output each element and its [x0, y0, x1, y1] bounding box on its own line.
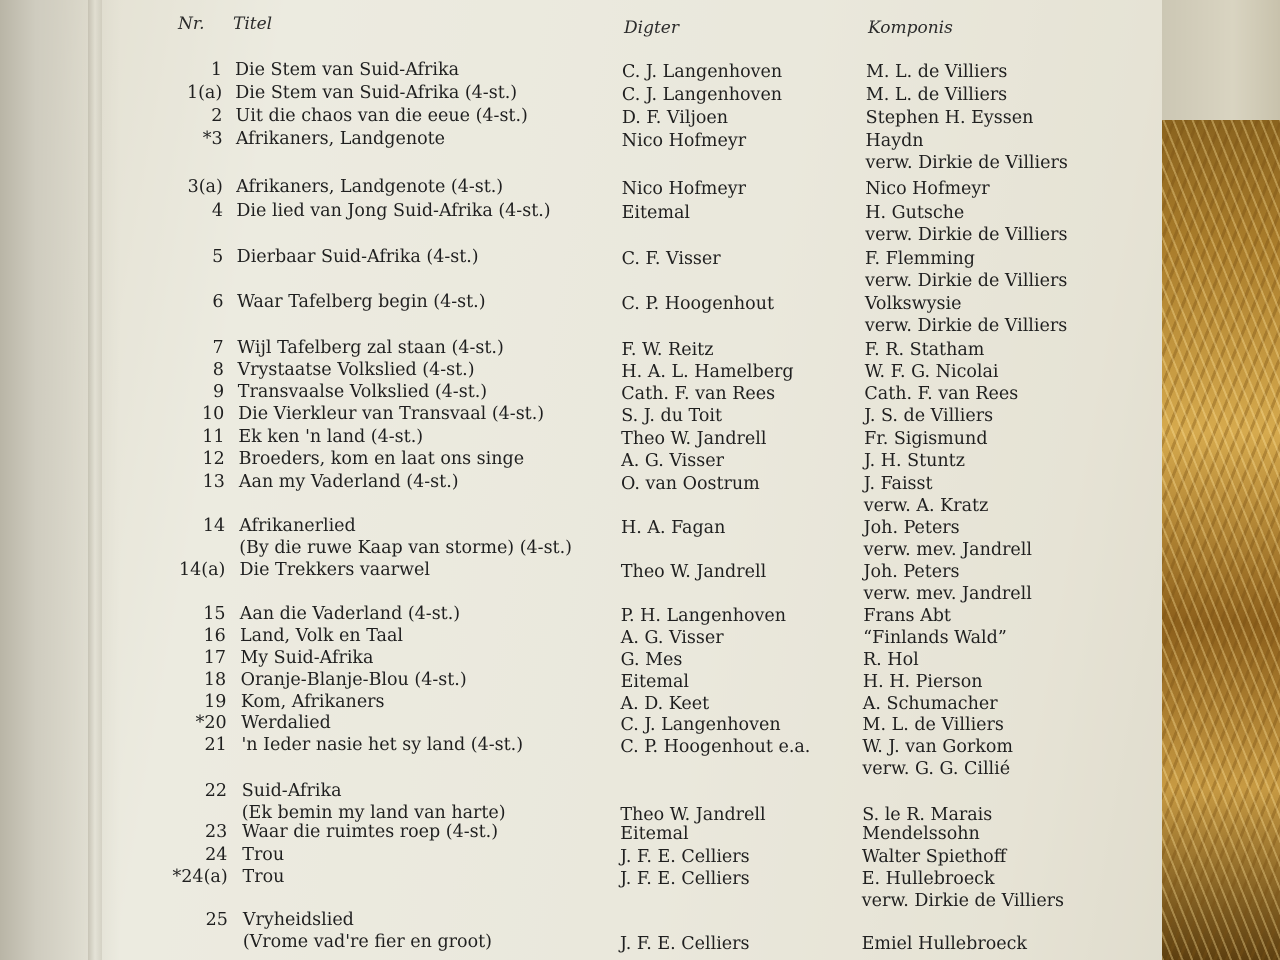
entry-subtitle: (Vrome vad're fier en groot) — [242, 932, 492, 953]
entry-poet: S. J. du Toit — [621, 406, 723, 426]
entry-title: Afrikanerlied — [239, 516, 356, 536]
entry-arranger: verw. mev. Jandrell — [863, 540, 1032, 561]
entry-poet: A. G. Visser — [621, 451, 724, 471]
entry-number: 18 — [203, 670, 227, 690]
entry-number: 7 — [212, 338, 224, 358]
entry-poet: J. F. E. Celliers — [620, 934, 750, 955]
entry-poet: F. W. Reitz — [621, 340, 714, 360]
entry-poet: C. P. Hoogenhout e.a. — [620, 737, 811, 757]
entry-composer: Joh. Peters — [863, 518, 960, 538]
entry-title: Die Vierkleur van Transvaal (4-st.) — [238, 404, 545, 424]
entry-number: 5 — [212, 247, 224, 267]
entry-title: Broeders, kom en laat ons singe — [238, 449, 525, 469]
entry-title: Afrikaners, Landgenote (4-st.) — [236, 177, 504, 197]
header-nr: Nr. — [178, 14, 205, 34]
entry-poet: C. J. Langenhoven — [622, 62, 783, 82]
entry-arranger: verw. G. G. Cillié — [862, 759, 1011, 780]
entry-poet: Eitemal — [620, 824, 689, 844]
entry-number: 25 — [205, 910, 228, 930]
entry-composer: J. H. Stuntz — [863, 451, 965, 471]
entry-title: Waar die ruimtes roep (4-st.) — [242, 822, 499, 842]
entry-number: 13 — [202, 472, 225, 492]
entry-number: 23 — [204, 822, 228, 842]
entry-poet: C. P. Hoogenhout — [621, 294, 775, 314]
entry-composer: M. L. de Villiers — [866, 62, 1008, 82]
entry-poet: C. J. Langenhoven — [621, 85, 783, 105]
entry-number: 6 — [212, 292, 224, 312]
entry-composer: M. L. de Villiers — [862, 715, 1004, 735]
entry-poet: Theo W. Jandrell — [620, 562, 767, 582]
entry-composer: Frans Abt — [863, 606, 951, 626]
entry-title: Waar Tafelberg begin (4-st.) — [236, 292, 486, 312]
entry-poet: C. J. Langenhoven — [620, 715, 781, 735]
entry-title: Die Stem van Suid-Afrika (4-st.) — [235, 83, 518, 103]
entry-poet: Nico Hofmeyr — [621, 131, 747, 151]
entry-composer: J. S. de Villiers — [864, 406, 994, 426]
entry-number: 21 — [204, 735, 227, 755]
entry-number: 3(a) — [187, 177, 223, 197]
entry-composer: A. Schumacher — [862, 694, 998, 714]
entry-arranger: verw. Dirkie de Villiers — [865, 271, 1068, 292]
entry-title: Transvaalse Volkslied (4-st.) — [237, 382, 488, 402]
entry-poet: Nico Hofmeyr — [621, 179, 747, 199]
entry-title: Ek ken 'n land (4-st.) — [238, 427, 424, 447]
entry-number: 16 — [203, 626, 226, 646]
entry-poet: Theo W. Jandrell — [621, 429, 767, 449]
book-cover-wheat-image — [1162, 0, 1280, 960]
entry-number: 14 — [202, 516, 226, 536]
entry-number: 12 — [202, 449, 225, 469]
entry-poet: A. G. Visser — [620, 628, 724, 648]
entry-arranger: verw. A. Kratz — [863, 496, 989, 517]
entry-number: 24 — [205, 845, 228, 865]
entry-composer: W. J. van Gorkom — [862, 737, 1013, 757]
entry-title: Trou — [242, 867, 285, 887]
header-komponis: Komponis — [868, 18, 953, 38]
entry-composer: Haydn — [865, 131, 924, 151]
entry-number: 17 — [203, 648, 226, 668]
entry-composer: Nico Hofmeyr — [865, 179, 990, 199]
entry-title: Die Trekkers vaarwel — [239, 560, 430, 580]
entry-subtitle: (Ek bemin my land van harte) — [241, 803, 506, 824]
entry-title: Aan die Vaderland (4-st.) — [239, 604, 461, 624]
entry-number: 11 — [202, 427, 225, 447]
entry-poet: A. D. Keet — [620, 694, 710, 714]
entry-title: Afrikaners, Landgenote — [235, 129, 446, 149]
entry-poet: H. A. Fagan — [620, 518, 726, 538]
entry-title: Wijl Tafelberg zal staan (4-st.) — [237, 338, 504, 358]
entry-composer: H. H. Pierson — [862, 672, 983, 692]
entry-arranger: verw. Dirkie de Villiers — [865, 225, 1068, 246]
entry-title: Aan my Vaderland (4-st.) — [238, 472, 459, 492]
entry-poet: Eitemal — [621, 203, 691, 223]
entry-arranger: verw. mev. Jandrell — [863, 584, 1032, 605]
entry-title: Oranje-Blanje-Blou (4-st.) — [240, 670, 467, 690]
entry-poet: J. F. E. Celliers — [620, 869, 750, 889]
entry-title: Suid-Afrika — [241, 781, 342, 801]
entry-poet: Eitemal — [620, 672, 689, 692]
entry-subtitle: (By die ruwe Kaap van storme) (4-st.) — [239, 538, 572, 559]
entry-title: Vrystaatse Volkslied (4-st.) — [237, 360, 475, 380]
entry-arranger: verw. Dirkie de Villiers — [865, 153, 1068, 174]
entry-composer: Stephen H. Eyssen — [865, 108, 1034, 128]
entry-composer: M. L. de Villiers — [865, 85, 1008, 105]
entry-title: Die lied van Jong Suid-Afrika (4-st.) — [236, 201, 551, 221]
entry-title: My Suid-Afrika — [240, 648, 374, 668]
entry-title: Werdalied — [241, 713, 331, 733]
entry-number: 15 — [203, 604, 226, 624]
entry-poet: C. F. Visser — [621, 249, 721, 269]
entry-title: Land, Volk en Taal — [240, 626, 403, 646]
entry-composer: Cath. F. van Rees — [864, 384, 1019, 404]
entry-arranger: verw. Dirkie de Villiers — [861, 891, 1065, 912]
entry-composer: Mendelssohn — [862, 824, 980, 844]
entry-number: *3 — [202, 129, 223, 149]
entry-number: *20 — [195, 713, 227, 733]
book-cover-top — [1162, 0, 1280, 120]
entry-poet: J. F. E. Celliers — [620, 847, 750, 867]
entry-number: 4 — [211, 201, 224, 221]
entry-number: 8 — [212, 360, 224, 380]
entry-poet: P. H. Langenhoven — [620, 606, 787, 626]
entry-title: Vryheidslied — [242, 910, 354, 930]
entry-composer: Joh. Peters — [863, 562, 960, 582]
entry-poet: O. van Oostrum — [621, 474, 760, 494]
entry-composer: H. Gutsche — [865, 203, 965, 223]
entry-poet: G. Mes — [620, 650, 683, 670]
entry-composer: Volkswysie — [864, 294, 962, 314]
entry-number: 19 — [204, 692, 227, 712]
header-digter: Digter — [624, 18, 679, 38]
entry-composer: Walter Spiethoff — [861, 847, 1007, 867]
entry-composer: E. Hullebroeck — [861, 869, 995, 889]
entry-composer: “Finlands Wald” — [863, 628, 1007, 648]
entry-composer: F. Flemming — [865, 249, 975, 269]
entry-poet: Theo W. Jandrell — [620, 805, 766, 826]
entry-composer: R. Hol — [863, 650, 919, 670]
entry-title: Die Stem van Suid-Afrika — [235, 60, 460, 80]
entry-title: Uit die chaos van die eeue (4-st.) — [235, 106, 528, 126]
entry-title: Trou — [242, 845, 285, 865]
entry-number: *24(a) — [172, 867, 228, 887]
entry-title: Dierbaar Suid-Afrika (4-st.) — [236, 247, 479, 267]
entry-title: Kom, Afrikaners — [240, 692, 385, 712]
entry-poet: Cath. F. van Rees — [621, 384, 776, 404]
entry-number: 9 — [212, 382, 225, 402]
entry-composer: F. R. Statham — [864, 340, 985, 360]
entry-number: 1(a) — [186, 83, 223, 103]
entry-composer: Fr. Sigismund — [864, 429, 988, 449]
book-gutter-shadow — [0, 0, 120, 960]
entry-number: 2 — [211, 106, 223, 126]
entry-composer: Emiel Hullebroeck — [861, 934, 1028, 955]
page-edge — [88, 0, 102, 960]
entry-composer: J. Faisst — [863, 474, 933, 494]
entry-poet: H. A. L. Hamelberg — [621, 362, 794, 382]
entry-title: 'n Ieder nasie het sy land (4-st.) — [241, 735, 524, 755]
entry-number: 14(a) — [179, 560, 226, 580]
entry-number: 22 — [204, 781, 228, 801]
entry-composer: S. le R. Marais — [862, 805, 993, 826]
entry-composer: W. F. G. Nicolai — [864, 362, 999, 382]
header-titel: Titel — [233, 14, 273, 34]
entry-number: 1 — [210, 60, 222, 80]
entry-arranger: verw. Dirkie de Villiers — [864, 316, 1068, 337]
entry-poet: D. F. Viljoen — [621, 108, 729, 128]
entry-number: 10 — [202, 404, 225, 424]
